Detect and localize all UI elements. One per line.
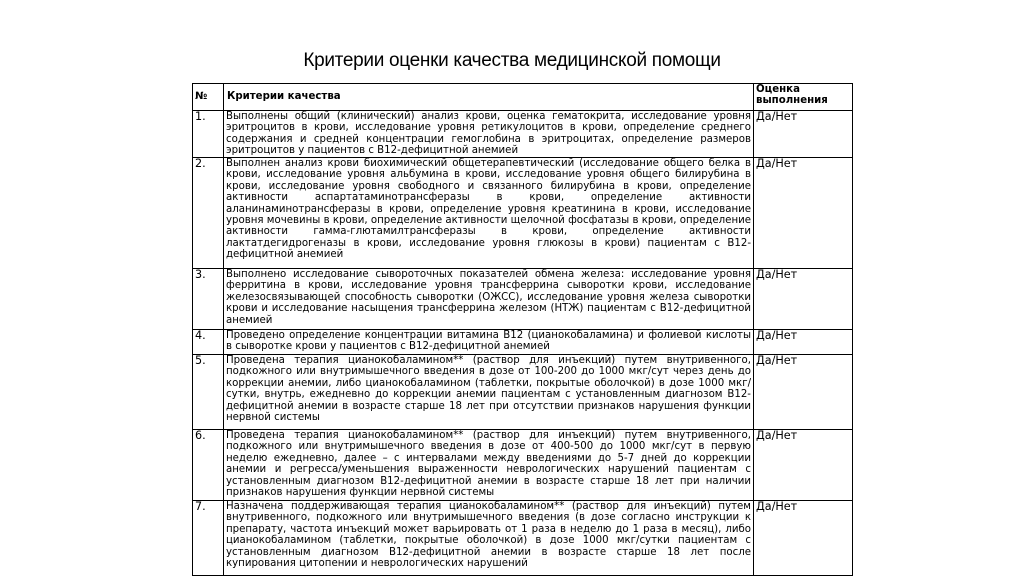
page-title: Критерии оценки качества медицинской помощи (303, 50, 721, 71)
table-row (193, 501, 853, 576)
row-score: Да/Нет (754, 501, 853, 576)
table-row (193, 430, 853, 501)
row-criteria-text: Проведена терапия цианокобаламином** (раствор для инъекций) путем внутривенного, подкожного или внутримышечного введения в дозе от 400-500 до 1000 мкг/сут в первую неделю ежедневно, далее – с интервалами между введениями до 5-7 дней до коррекции анемии и регресса/уменьшения выраженности неврологических нарушений пациентам с установленным диагнозом В12-дефицитной анемии в возрасте старше 18 лет при наличии признаков нарушения функции нервной системы (224, 430, 754, 501)
row-score: Да/Нет (754, 430, 853, 501)
table-row (193, 158, 853, 269)
row-number: 2. (193, 158, 224, 269)
row-number: 5. (193, 355, 224, 430)
row-score: Да/Нет (754, 330, 853, 355)
table-row (193, 269, 853, 330)
row-score: Да/Нет (754, 269, 853, 330)
row-score: Да/Нет (754, 158, 853, 269)
row-criteria-text: Назначена поддерживающая терапия цианокобаламином** (раствор для инъекций) путем внутривенного, подкожного или внутримышечного введения (в дозе согласно инструкции к препарату, частота инъекций может варьировать от 1 раза в неделю до 1 раза в месяц), либо цианокобаламином (таблетки, покрытые оболочкой) в дозе 1000 мкг/сутки пациентам с установленным диагнозом В12-дефицитной анемии в возрасте старше 18 лет после купирования цитопении и неврологических нарушений (224, 501, 754, 576)
row-criteria-text: Проведено определение концентрации витамина В12 (цианокобаламина) и фолиевой кислоты в сыворотке крови у пациентов с В12-дефицитной анемией (224, 330, 754, 355)
row-criteria-text: Проведена терапия цианокобаламином** (раствор для инъекций) путем внутривенного, подкожного или внутримышечного введения в дозе от 100-200 до 1000 мкг/сут через день до коррекции анемии, либо цианокобаламином (таблетки, покрытые оболочкой) в дозе 1000 мкг/сутки, внутрь, ежедневно до коррекции анемии пациентам с установленным диагнозом В12-дефицитной анемии в возрасте старше 18 лет при отсутствии признаков нарушения функции нервной системы (224, 355, 754, 430)
header-criteria: Критерии качества (224, 84, 754, 111)
criteria-table (192, 83, 853, 576)
table-row (193, 355, 853, 430)
header-score: Оценка выполнения (754, 84, 853, 111)
row-criteria-text: Выполнен анализ крови биохимический общетерапевтический (исследование общего белка в крови, исследование уровня альбумина в крови, исследование уровня общего билирубина в крови, исследование уровня свободного и связанного билирубина в крови, определение активности аспартатаминотрансферазы в крови, определение активности аланинаминотрансферазы в крови, определение уровня креатинина в крови, исследование уровня мочевины в крови, определение активности щелочной фосфатазы в крови, определение активности гамма-глютамилтрансферазы в крови, определение активности лактатдегидрогеназы в крови, исследование уровня глюкозы в крови) пациентам с В12-дефицитной анемией (224, 158, 754, 269)
row-score: Да/Нет (754, 355, 853, 430)
row-criteria-text: Выполнено исследование сывороточных показателей обмена железа: исследование уровня ферритина в крови, исследование уровня трансферрина сыворотки крови, исследование железосвязывающей способность сыворотки (ОЖСС), исследование уровня железа сыворотки крови и исследование насыщения трансферрина железом (НТЖ) пациентам с В12-дефицитной анемией (224, 269, 754, 330)
table-row (193, 111, 853, 158)
row-number: 6. (193, 430, 224, 501)
row-criteria-text: Выполнены общий (клинический) анализ крови, оценка гематокрита, исследование уровня эритроцитов в крови, исследование уровня ретикулоцитов в крови, определение среднего содержания и средней концентрации гемоглобина в эритроцитах, определение размеров эритроцитов у пациентов с В12-дефицитной анемией (224, 111, 754, 158)
row-number: 7. (193, 501, 224, 576)
table-header-row (193, 84, 853, 111)
table-row (193, 330, 853, 355)
header-number: № (193, 84, 224, 111)
row-number: 1. (193, 111, 224, 158)
row-number: 4. (193, 330, 224, 355)
row-number: 3. (193, 269, 224, 330)
row-score: Да/Нет (754, 111, 853, 158)
